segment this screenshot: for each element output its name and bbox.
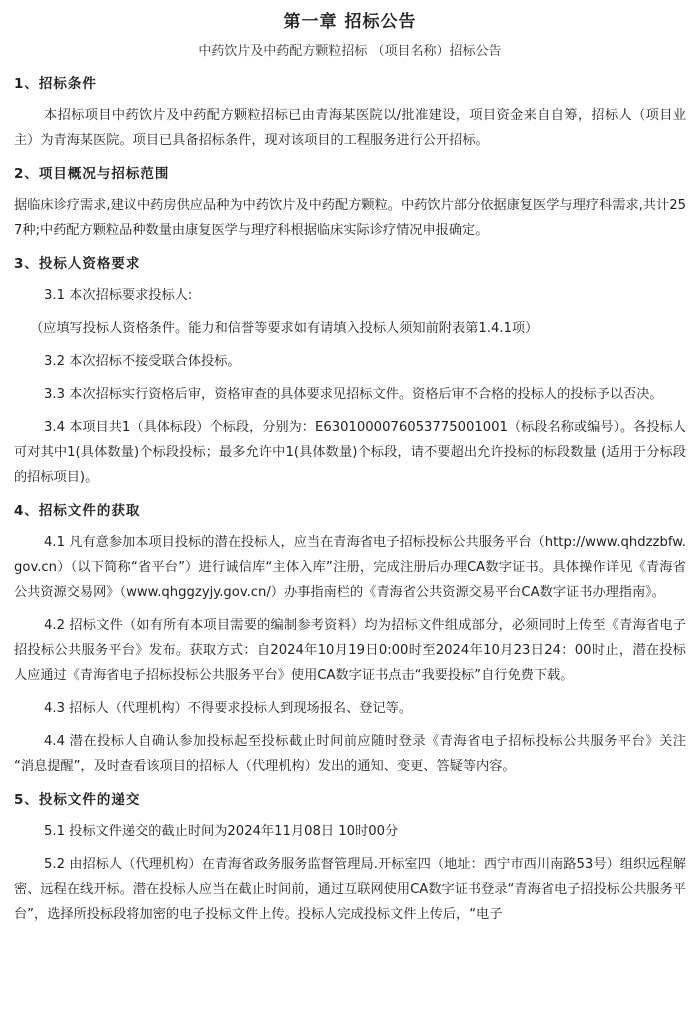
paragraph: 4.2 招标文件（如有所有本项目需要的编制参考资料）均为招标文件组成部分，必须同时上传至《青海省电子招投标公共服务平台》发布。获取方式：自2024年10月19日0:00时至2024年10月23日24：00时止，潜在投标人应通过《青海省电子招标投标公共服务平台》使用CA数字证书点击“我要投标”自行免费下载。 [14,618,686,683]
announcement-subtitle: 中药饮片及中药配方颗粒招标 （项目名称）招标公告 [198,44,502,59]
section-heading: 4、招标文件的获取 [14,503,141,519]
section-heading: 5、投标文件的递交 [14,792,141,808]
section-project-overview [14,163,686,243]
section-obtain-documents [14,500,686,779]
paragraph: 4.1 凡有意参加本项目投标的潜在投标人，应当在青海省电子招标投标公共服务平台（http://www.qhdzzbfw.gov.cn）（以下简称“省平台”）进行诚信库“主体入库”注册，完成注册后办理CA数字证书。具体操作详见《青海省公共资源交易网》（www.qhggzyjy.gov.cn/）办事指南栏的《青海省公共资源交易平台CA数字证书办理指南》。 [14,535,686,600]
paragraph: 3.3 本次招标实行资格后审，资格审查的具体要求见招标文件。资格后审不合格的投标人的投标予以否决。 [44,387,663,402]
section-heading: 3、投标人资格要求 [14,256,141,272]
paragraph: （应填写投标人资格条件。能力和信誉等要求如有请填入投标人须知前附表第1.4.1项） [30,321,539,336]
paragraph: 3.1 本次招标要求投标人: [44,288,193,303]
paragraph: 3.4 本项目共1（具体标段）个标段，分别为：E6301000076053775001001（标段名称或编号）。各投标人可对其中1(具体数量)个标段投标；最多允许中1(具体数量)个标段，请不要超出允许投标的标段数量 (适用于分标段的招标项目)。 [14,420,686,485]
paragraph: 4.4 潜在投标人自确认参加投标起至投标截止时间前应随时登录《青海省电子招标投标公共服务平台》关注 “消息提醒”，及时查看该项目的招标人（代理机构）发出的通知、变更、答疑等内容。 [14,734,686,774]
paragraph: 据临床诊疗需求,建议中药房供应品种为中药饮片及中药配方颗粒。中药饮片部分依据康复医学与理疗科需求,共计257种;中药配方颗粒品种数量由康复医学与理疗科根据临床实际诊疗情况申报确定。 [14,198,686,238]
paragraph: 4.3 招标人（代理机构）不得要求投标人到现场报名、登记等。 [44,701,413,716]
section-bidder-qualifications [14,253,686,490]
chapter-title: 第一章 招标公告 [283,12,417,32]
paragraph: 5.1 投标文件递交的截止时间为2024年11月08日 10时00分 [44,824,399,839]
paragraph: 本招标项目中药饮片及中药配方颗粒招标已由青海某医院以/批准建设，项目资金来自自筹，招标人（项目业主）为青海某医院。项目已具备招标条件，现对该项目的工程服务进行公开招标。 [14,108,686,148]
section-submission [14,789,686,927]
paragraph: 3.2 本次招标不接受联合体投标。 [44,354,241,369]
section-heading: 2、项目概况与招标范围 [14,166,170,182]
section-bidding-conditions [14,73,686,153]
section-heading: 1、招标条件 [14,76,97,92]
paragraph: 5.2 由招标人（代理机构）在青海省政务服务监督管理局.开标室四（地址：西宁市西川南路53号）组织远程解密、远程在线开标。潜在投标人应当在截止时间前，通过互联网使用CA数字证书登录“青海省电子招投标公共服务平台”，选择所投标段将加密的电子投标文件上传。投标人完成投标文件上传后，“电子 [14,857,686,922]
